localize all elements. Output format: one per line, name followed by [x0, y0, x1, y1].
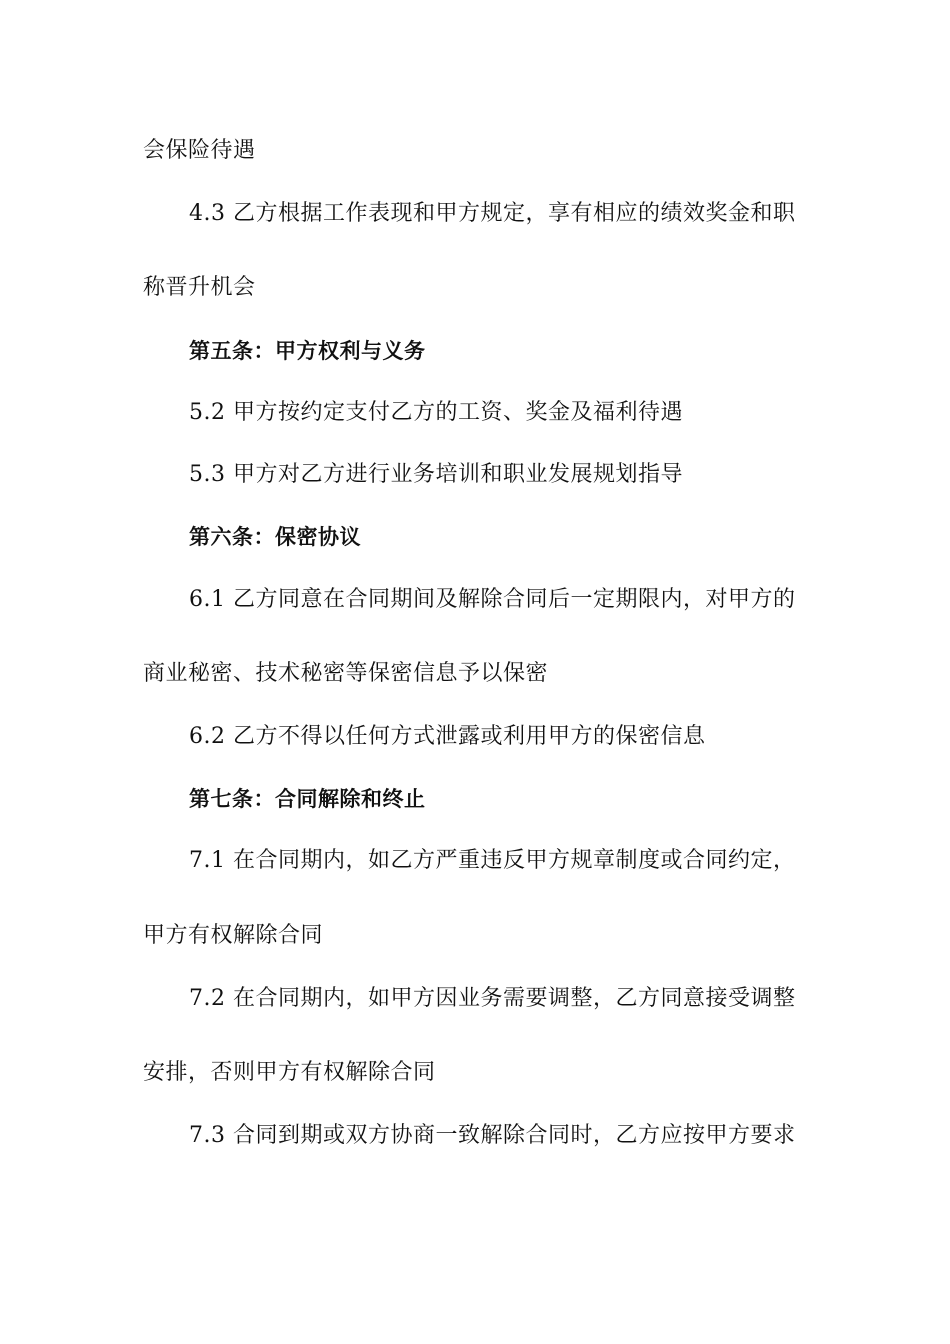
paragraph-6-1-continuation: 商业秘密、技术秘密等保密信息予以保密	[143, 661, 549, 686]
paragraph-4-1-continuation: 会保险待遇	[143, 138, 256, 163]
paragraph-7-1-continuation: 甲方有权解除合同	[143, 923, 324, 948]
paragraph-4-3-continuation: 称晋升机会	[143, 275, 256, 300]
paragraph-7-2: 7.2 在合同期内，如甲方因业务需要调整，乙方同意接受调整	[189, 986, 796, 1011]
paragraph-7-1: 7.1 在合同期内，如乙方严重违反甲方规章制度或合同约定，	[189, 848, 796, 873]
paragraph-6-1: 6.1 乙方同意在合同期间及解除合同后一定期限内，对甲方的	[189, 587, 796, 612]
paragraph-5-3: 5.3 甲方对乙方进行业务培训和职业发展规划指导	[189, 462, 683, 487]
section-heading-5: 第五条：甲方权利与义务	[189, 339, 426, 363]
paragraph-4-3: 4.3 乙方根据工作表现和甲方规定，享有相应的绩效奖金和职	[189, 201, 796, 226]
paragraph-6-2: 6.2 乙方不得以任何方式泄露或利用甲方的保密信息	[189, 724, 706, 749]
paragraph-5-2: 5.2 甲方按约定支付乙方的工资、奖金及福利待遇	[189, 400, 683, 425]
paragraph-7-3: 7.3 合同到期或双方协商一致解除合同时，乙方应按甲方要求	[189, 1123, 796, 1148]
section-heading-7: 第七条：合同解除和终止	[189, 787, 426, 811]
paragraph-7-2-continuation: 安排，否则甲方有权解除合同	[143, 1060, 436, 1085]
section-heading-6: 第六条：保密协议	[189, 525, 361, 549]
